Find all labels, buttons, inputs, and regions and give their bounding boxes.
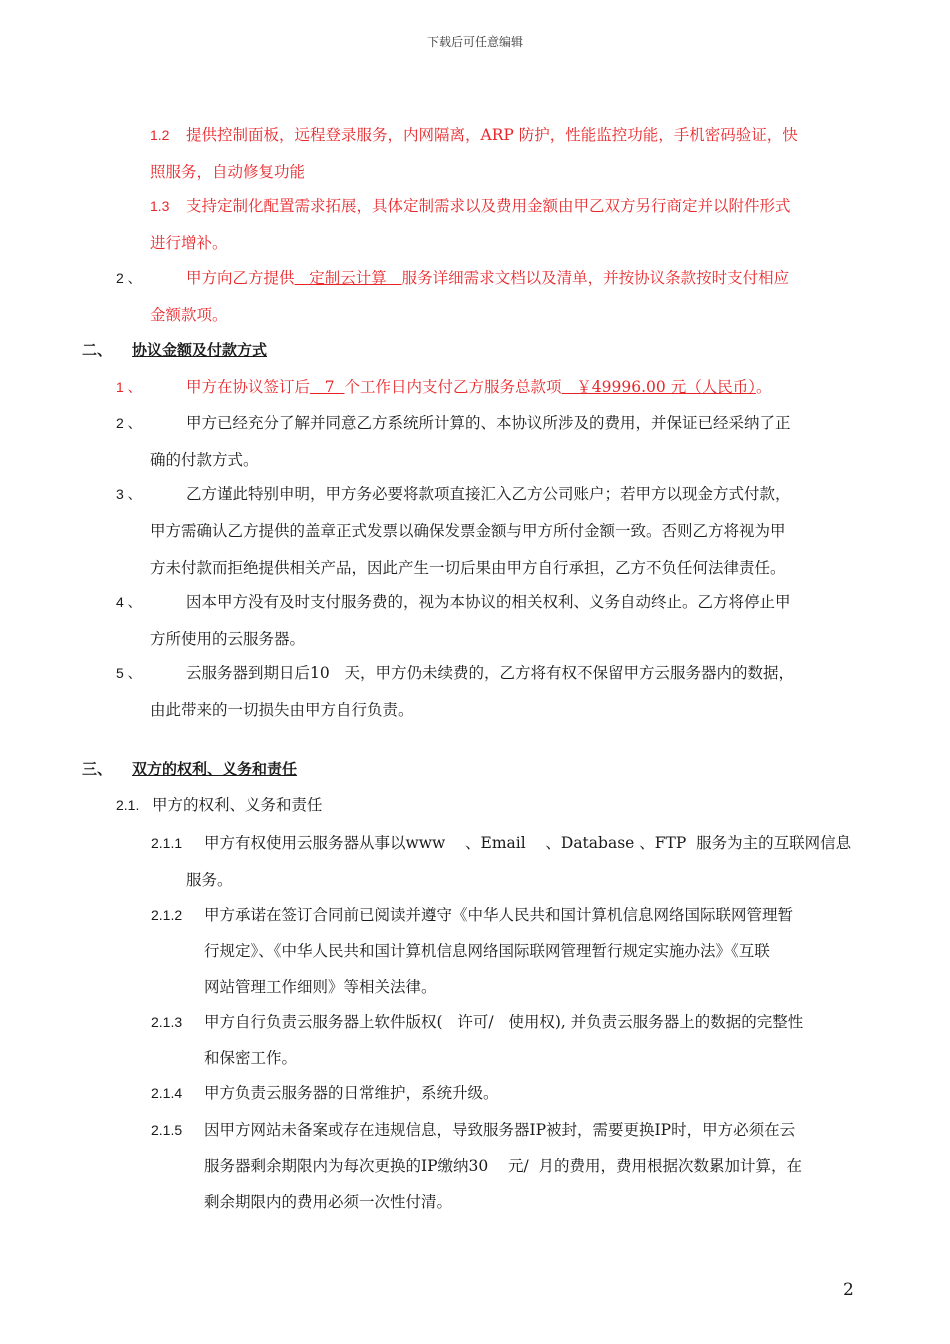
payment-5-line-1: 云服务器到期日后10 天，甲方仍未续费的，乙方将有权不保留甲方云服务器内的数据， <box>186 664 795 682</box>
payment-3-line-1: 乙方谨此特别申明，甲方务必要将款项直接汇入乙方公司账户；若甲方以现金方式付款， <box>186 485 791 503</box>
page-number: 2 <box>843 1280 854 1300</box>
payment-4-number: 4 、 <box>116 594 142 610</box>
item-2-text-post: 服务详细需求文档以及清单，并按协议条款按时支付相应 <box>401 269 790 287</box>
section-2-number: 二、 <box>82 341 113 359</box>
clause-2-1-4-number: 2.1.4 <box>151 1085 183 1101</box>
payment-3-line-3: 方未付款而拒绝提供相关产品，因此产生一切后果由甲方自行承担，乙方不负任何法律责任。 <box>150 559 786 577</box>
service-name-field: 定制云计算 <box>294 269 402 287</box>
clause-2-1-5-number: 2.1.5 <box>151 1122 183 1138</box>
clause-2-1-3-line-2: 和保密工作。 <box>204 1049 298 1067</box>
clause-2-1-2-line-3: 网站管理工作细则》等相关法律。 <box>204 978 437 996</box>
clause-2-1-2-line-1: 甲方承诺在签订合同前已阅读并遵守《中华人民共和国计算机信息网络国际联网管理暂 <box>204 906 794 924</box>
clause-2-1-2-number: 2.1.2 <box>151 907 183 923</box>
payment-1-text-b: 个工作日内支付乙方服务总款项 <box>344 378 562 396</box>
item-1-2-number: 1.2 <box>150 127 170 143</box>
item-2-line-1 <box>186 268 789 288</box>
clause-2-1-2-line-2: 行规定》、《中华人民共和国计算机信息网络国际联网管理暂行规定实施办法》《互联 <box>204 942 770 960</box>
payment-5-line-2: 由此带来的一切损失由甲方自行负责。 <box>150 701 414 719</box>
clause-2-1-1-line-2: 服务。 <box>186 871 233 889</box>
payment-1-text-c: 。 <box>755 378 772 396</box>
clause-2-1-3-line-1: 甲方自行负责云服务器上软件版权( 许可/ 使用权), 并负责云服务器上的数据的完整性 <box>204 1013 804 1031</box>
payment-5-number: 5 、 <box>116 665 142 681</box>
payment-days-field: 7 <box>310 378 345 396</box>
payment-2-line-2: 确的付款方式。 <box>150 451 259 469</box>
payment-2-number: 2 、 <box>116 415 142 431</box>
payment-2-line-1: 甲方已经充分了解并同意乙方系统所计算的、本协议所涉及的费用，并保证已经采纳了正 <box>186 414 791 432</box>
clause-2-1-4-line-1: 甲方负责云服务器的日常维护，系统升级。 <box>204 1084 499 1102</box>
item-1-2-line-1: 提供控制面板，远程登录服务，内网隔离，ARP 防护，性能监控功能，手机密码验证，快 <box>186 126 798 144</box>
section-3-number: 三、 <box>82 760 113 778</box>
item-2-text-pre: 甲方向乙方提供 <box>186 269 295 287</box>
subsection-2-1-number: 2.1. <box>116 797 140 813</box>
item-1-3-line-2: 进行增补。 <box>150 234 228 252</box>
payment-4-line-2: 方所使用的云服务器。 <box>150 630 306 648</box>
item-2-number: 2 、 <box>116 270 142 286</box>
payment-amount-field: ￥49996.00 元（人民币） <box>561 378 756 396</box>
clause-2-1-5-line-1: 因甲方网站未备案或存在违规信息，导致服务器IP被封，需要更换IP时，甲方必须在云 <box>204 1121 796 1139</box>
clause-2-1-5-line-3: 剩余期限内的费用必须一次性付清。 <box>204 1193 453 1211</box>
payment-1-line <box>186 377 771 397</box>
section-3-title: 双方的权利、义务和责任 <box>132 760 298 778</box>
subsection-2-1-title: 甲方的权利、义务和责任 <box>152 796 323 814</box>
clause-2-1-1-line-1: 甲方有权使用云服务器从事以www 、Email 、Database 、FTP 服务为主的互联网信息 <box>204 834 852 852</box>
payment-3-number: 3 、 <box>116 486 142 502</box>
item-1-2-line-2: 照服务，自动修复功能 <box>150 163 306 181</box>
payment-3-line-2: 甲方需确认乙方提供的盖章正式发票以确保发票金额与甲方所付金额一致。否则乙方将视为甲 <box>150 522 786 540</box>
clause-2-1-5-line-2: 服务器剩余期限内为每次更换的IP缴纳30 元/ 月的费用，费用根据次数累加计算，在 <box>204 1157 803 1175</box>
page-header: 下载后可任意编辑 <box>426 35 523 49</box>
item-1-3-line-1: 支持定制化配置需求拓展，具体定制需求以及费用金额由甲乙双方另行商定并以附件形式 <box>186 197 791 215</box>
section-2-title: 协议金额及付款方式 <box>132 341 268 359</box>
item-1-3-number: 1.3 <box>150 198 170 214</box>
payment-4-line-1: 因本甲方没有及时支付服务费的，视为本协议的相关权利、义务自动终止。乙方将停止甲 <box>186 593 791 611</box>
clause-2-1-3-number: 2.1.3 <box>151 1014 183 1030</box>
clause-2-1-1-number: 2.1.1 <box>151 835 183 851</box>
payment-1-number: 1 、 <box>116 379 142 395</box>
payment-1-text-a: 甲方在协议签订后 <box>186 378 311 396</box>
item-2-line-2: 金额款项。 <box>150 306 228 324</box>
